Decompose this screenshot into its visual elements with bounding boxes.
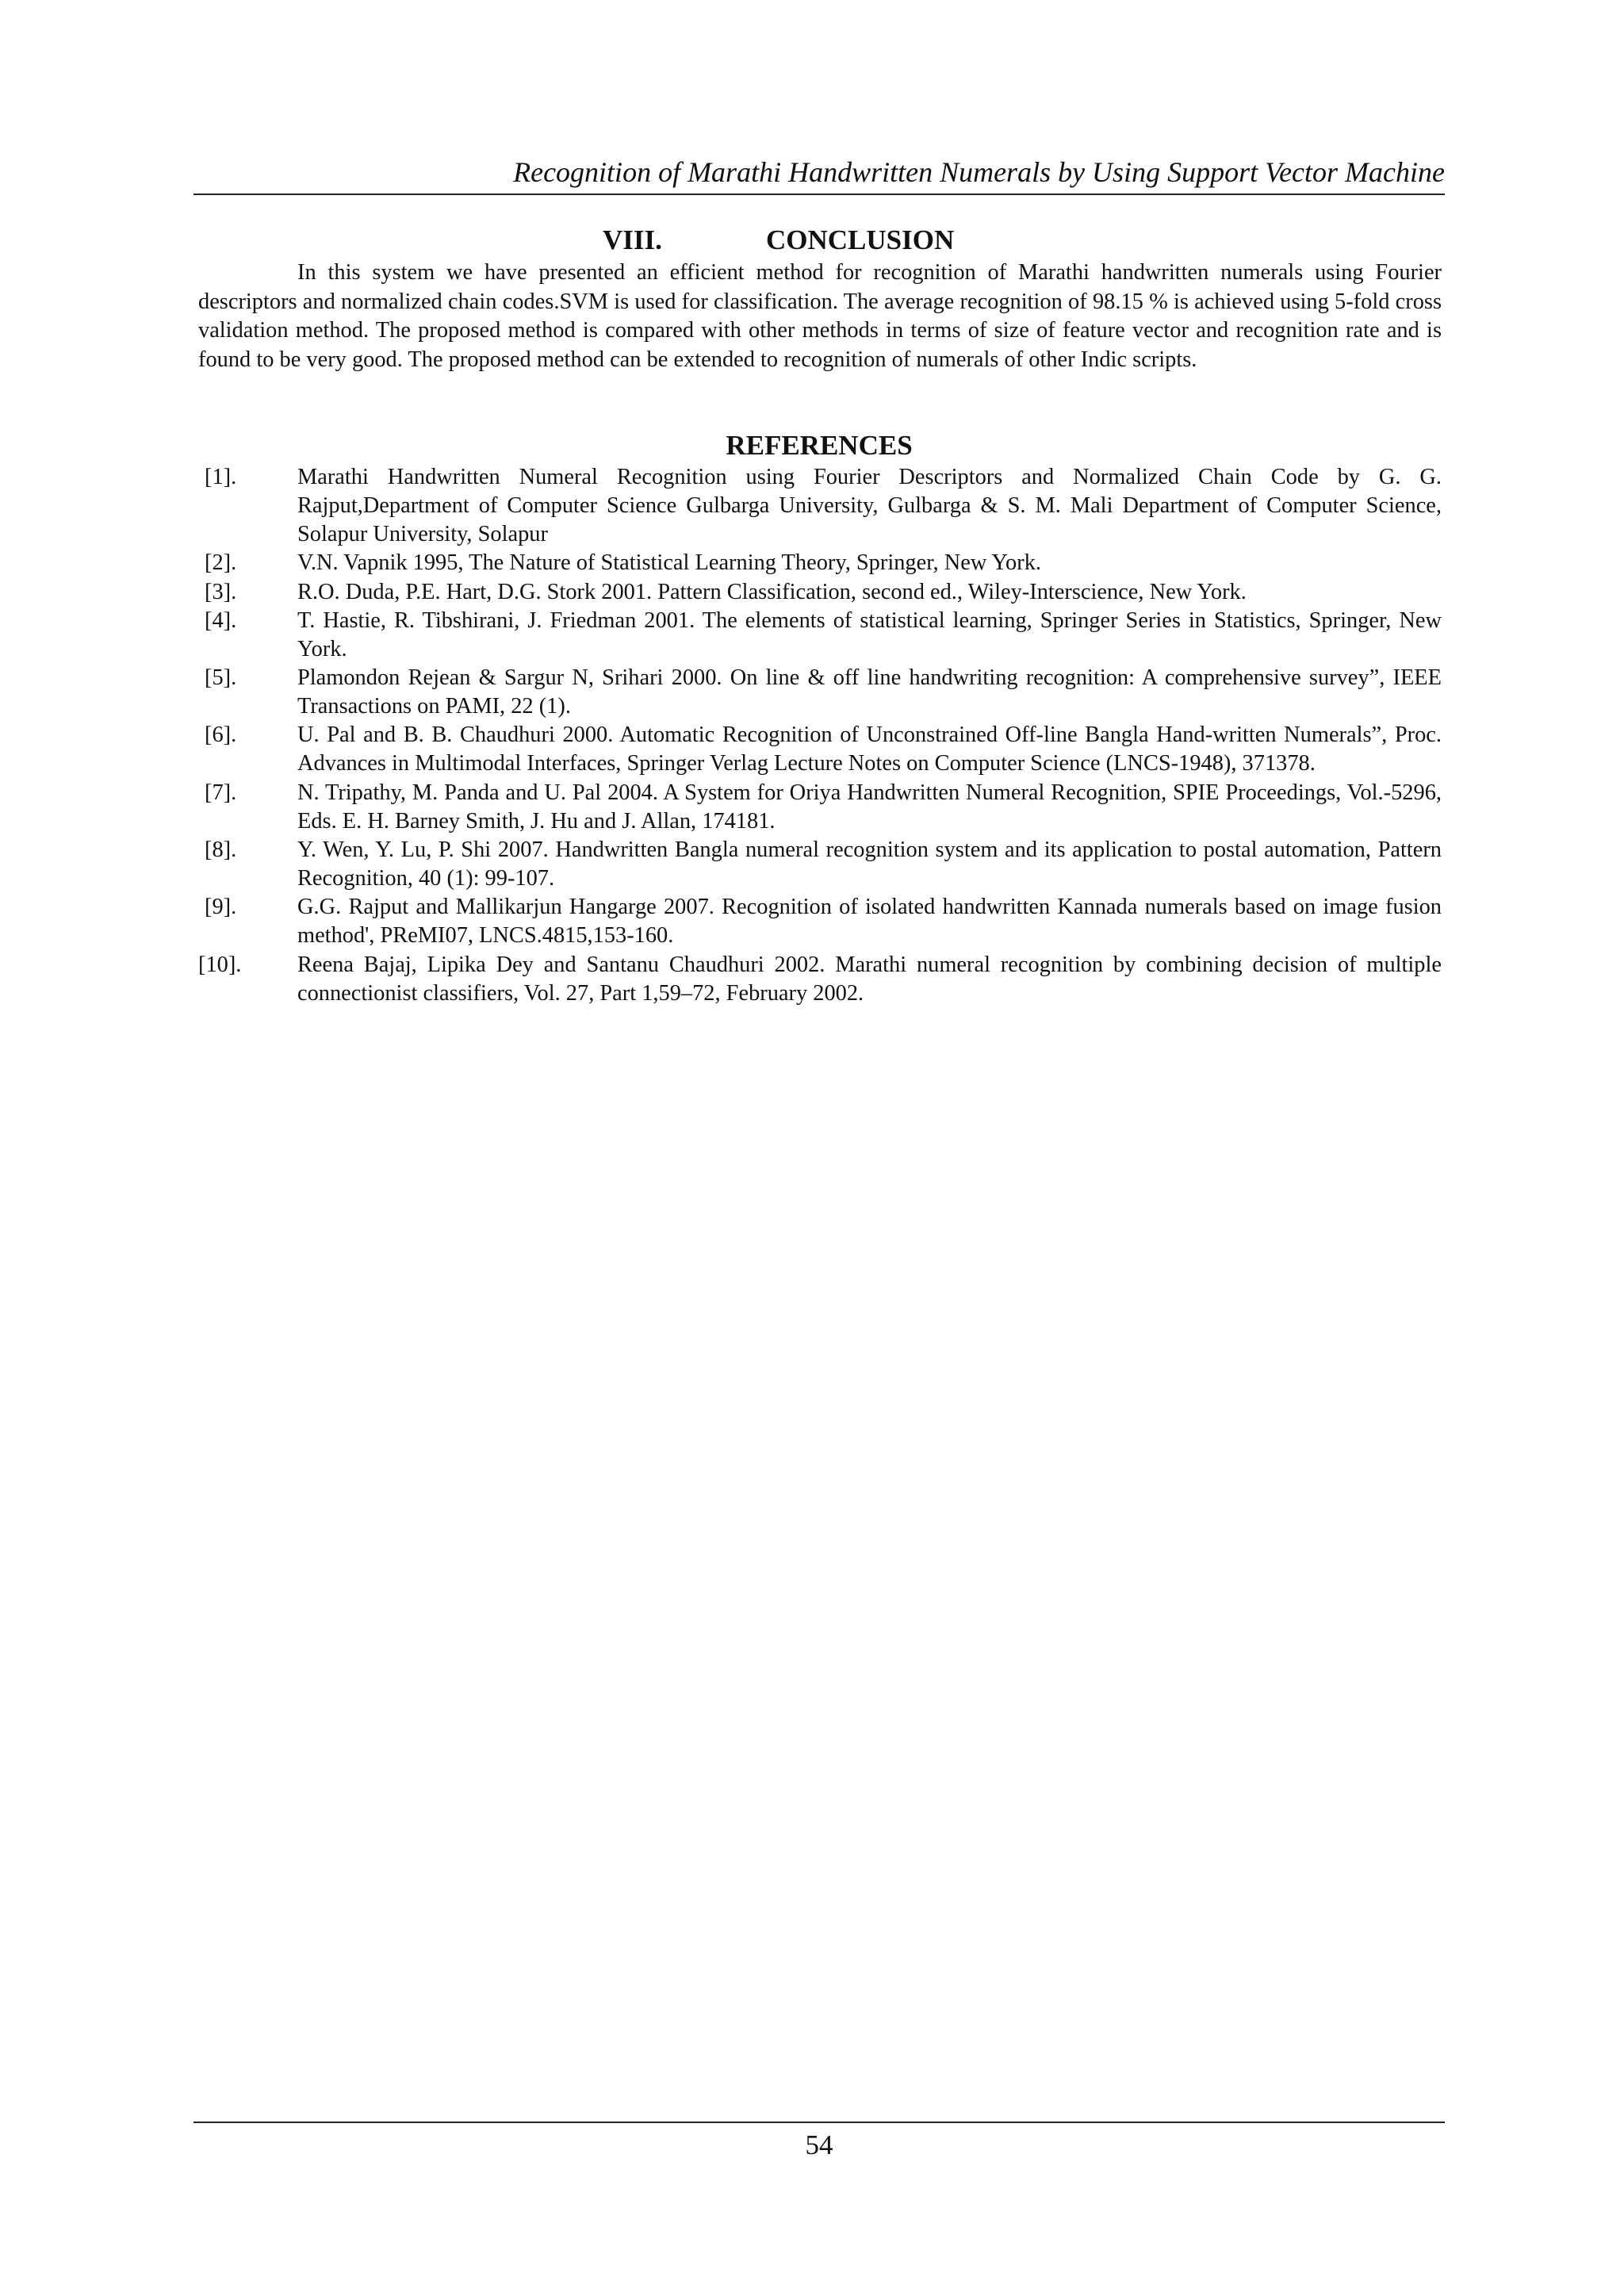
reference-text: G.G. Rajput and Mallikarjun Hangarge 2007. Recognition of isolated handwritten Kannada numerals based on image fusion method', PReMI07, LNCS.4815,153-160. — [297, 895, 1442, 949]
reference-number: [5]. — [205, 665, 237, 691]
reference-text: N. Tripathy, M. Panda and U. Pal 2004. A System for Oriya Handwritten Numeral Recognition, SPIE Proceedings, Vol.-5296, Eds. E. H. Barney Smith, J. Hu and J. Allan, 174181. — [297, 780, 1442, 834]
page-number: 54 — [805, 2129, 833, 2160]
reference-number: [8]. — [205, 838, 237, 863]
reference-item — [198, 779, 1442, 836]
reference-item — [198, 951, 1442, 1008]
reference-number: [1]. — [205, 465, 237, 489]
reference-text: Plamondon Rejean & Sargur N, Srihari 2000. On line & off line handwriting recognition: A comprehensive survey”, IEEE Transactions on PAMI, 22 (1). — [297, 665, 1442, 719]
reference-item — [198, 578, 1442, 607]
header-rule — [193, 194, 1445, 195]
reference-list — [198, 463, 1442, 1008]
reference-text: Reena Bajaj, Lipika Dey and Santanu Chaudhuri 2002. Marathi numeral recognition by combining decision of multiple connectionist classifiers, Vol. 27, Part 1,59–72, February 2002. — [297, 952, 1442, 1006]
reference-text: R.O. Duda, P.E. Hart, D.G. Stork 2001. Pattern Classification, second ed., Wiley-Interscience, New York. — [297, 579, 1247, 604]
reference-item — [198, 893, 1442, 950]
reference-text: Marathi Handwritten Numeral Recognition using Fourier Descriptors and Normalized Chain Code by G. G. Rajput,Department of Computer Science Gulbarga University, Gulbarga & S. M. Mali Department of Computer Science, Solapur University, Solapur — [297, 465, 1442, 546]
reference-number: [3]. — [205, 579, 237, 604]
reference-item — [198, 463, 1442, 549]
reference-number: [10]. — [198, 952, 242, 977]
conclusion-paragraph: In this system we have presented an efficient method for recognition of Marathi handwritten numerals using Fourier descriptors and normalized chain codes.SVM is used for classification. The average recognition of 98.15 % is achieved using 5-fold cross validation method. The proposed method is compared with other methods in terms of size of feature vector and recognition rate and is found to be very good. The proposed method can be extended to recognition of numerals of other Indic scripts. — [198, 260, 1442, 372]
reference-item — [198, 549, 1442, 577]
running-header: Recognition of Marathi Handwritten Numerals by Using Support Vector Machine — [513, 156, 1445, 188]
reference-item — [198, 607, 1442, 664]
reference-item — [198, 721, 1442, 778]
reference-text: Y. Wen, Y. Lu, P. Shi 2007. Handwritten Bangla numeral recognition system and its application to postal automation, Pattern Recognition, 40 (1): 99-107. — [297, 838, 1442, 891]
reference-number: [4]. — [205, 608, 237, 633]
reference-text: T. Hastie, R. Tibshirani, J. Friedman 2001. The elements of statistical learning, Springer Series in Statistics, Springer, New York. — [297, 608, 1442, 661]
reference-text: V.N. Vapnik 1995, The Nature of Statistical Learning Theory, Springer, New York. — [297, 550, 1041, 576]
reference-number: [2]. — [205, 550, 237, 576]
reference-number: [7]. — [205, 780, 237, 805]
reference-text: U. Pal and B. B. Chaudhuri 2000. Automatic Recognition of Unconstrained Off-line Bangla Hand-written Numerals”, Proc. Advances in Multimodal Interfaces, Springer Verlag Lecture Notes on Computer Science (LNCS-1948), 371378. — [297, 723, 1442, 776]
section-heading: CONCLUSION — [766, 224, 955, 255]
conclusion-heading — [193, 222, 1445, 259]
reference-number: [6]. — [205, 723, 237, 748]
references-heading: REFERENCES — [726, 430, 913, 461]
reference-item — [198, 664, 1442, 721]
footer-rule — [193, 2122, 1445, 2123]
reference-item — [198, 836, 1442, 893]
reference-number: [9]. — [205, 895, 237, 920]
section-number: VIII. — [603, 224, 662, 255]
